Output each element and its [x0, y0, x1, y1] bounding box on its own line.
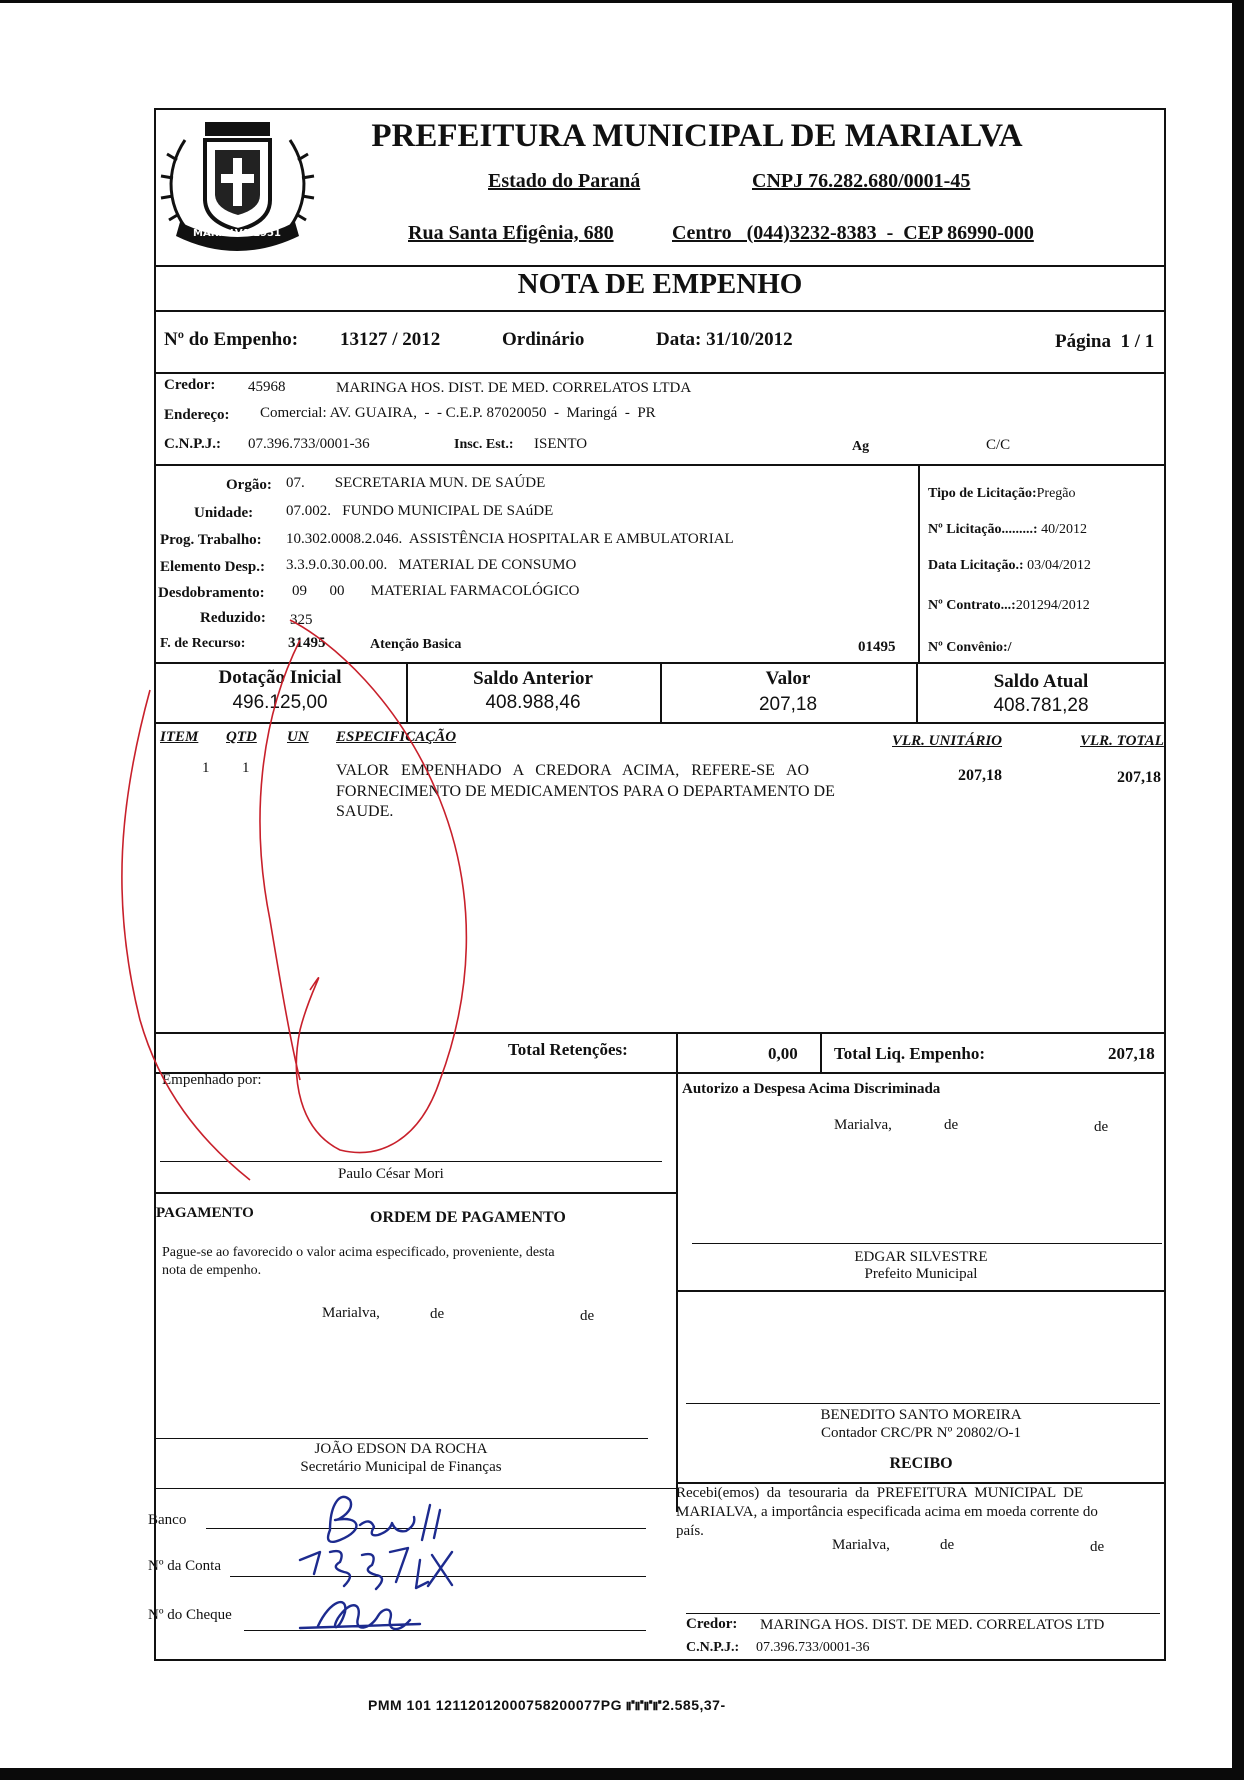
micr-line: PMM 101 12112012000758200077PG ⑈⑈⑈⑈2.585,37- [368, 1697, 726, 1713]
prefeito-role: Prefeito Municipal [864, 1266, 978, 1282]
reduzido-label: Reduzido: [200, 610, 266, 626]
page-title: PREFEITURA MUNICIPAL DE MARIALVA [371, 118, 1023, 154]
row-item: 1 [202, 760, 210, 776]
licitacao-contrato: Nº Contrato...:201294/2012 [928, 598, 1090, 613]
retencoes-value: 0,00 [768, 1044, 798, 1063]
unidade-value: 07.002. FUNDO MUNICIPAL DE SAúDE [286, 503, 554, 519]
secretario-name: JOÃO EDSON DA ROCHA [314, 1441, 488, 1457]
pagamento-text-1: Pague-se ao favorecido o valor acima especificado, proveniente, desta [162, 1245, 555, 1260]
recibo-text-2: MARIALVA, a importância especificada acima em moeda corrente do [676, 1504, 1098, 1520]
prog-value: 10.302.0008.2.046. ASSISTÊNCIA HOSPITALAR E AMBULATORIAL [286, 531, 734, 547]
autorizo-de2: de [1094, 1119, 1109, 1135]
banco-label: Banco [148, 1512, 187, 1528]
scan-edge-bottom [0, 1768, 1244, 1780]
licitacao-numero: Nº Licitação.........: 40/2012 [928, 522, 1087, 537]
empenho-type: Ordinário [502, 329, 585, 350]
autorizo-city: Marialva, [834, 1117, 892, 1133]
empenhado-label: Empenhado por: [162, 1072, 262, 1088]
recibo-city: Marialva, [832, 1537, 890, 1553]
orgao-value: 07. SECRETARIA MUN. DE SAÚDE [286, 475, 546, 491]
prog-label: Prog. Trabalho: [160, 532, 262, 548]
credor-code: 45968 [248, 379, 286, 395]
row-total-value: 207,18 [1117, 769, 1161, 786]
ordem-title: ORDEM DE PAGAMENTO [370, 1209, 566, 1226]
empenho-number: 13127 / 2012 [340, 329, 441, 350]
cheque-label: Nº do Cheque [148, 1607, 232, 1623]
saldo-anterior-label: Saldo Anterior [473, 668, 593, 689]
elemento-label: Elemento Desp.: [160, 559, 265, 575]
recibo-text-1: Recebi(emos) da tesouraria da PREFEITURA MUNICIPAL DE [676, 1485, 1084, 1501]
recibo-title: RECIBO [889, 1455, 953, 1472]
empenhado-name: Paulo César Mori [338, 1166, 444, 1182]
empenho-label: Nº do Empenho: [164, 329, 299, 350]
pagamento-de2: de [580, 1308, 595, 1324]
liquido-value: 207,18 [1108, 1044, 1155, 1063]
autorizo-title: Autorizo a Despesa Acima Discriminada [682, 1081, 941, 1097]
credor-label: Credor: [164, 377, 216, 393]
col-item: ITEM [160, 729, 199, 745]
conta-line [230, 1576, 646, 1577]
recurso-code: 31495 [288, 635, 326, 651]
recibo-de1: de [940, 1537, 955, 1553]
recurso-right: 01495 [858, 639, 896, 655]
cc-label: C/C [986, 437, 1011, 453]
dotacao-label: Dotação Inicial [218, 667, 342, 688]
valor-label: Valor [765, 668, 811, 689]
recibo-cnpj-label: C.N.P.J.: [686, 1640, 740, 1655]
pagamento-text-2: nota de empenho. [162, 1263, 262, 1278]
autorizo-de1: de [944, 1117, 959, 1133]
contador-name: BENEDITO SANTO MOREIRA [820, 1407, 1022, 1423]
row-unit-value: 207,18 [958, 767, 1002, 784]
page-number: Página 1 / 1 [1055, 331, 1155, 352]
liquido-label: Total Liq. Empenho: [834, 1044, 985, 1063]
recibo-credor-label: Credor: [686, 1616, 738, 1632]
ag-label: Ag [852, 439, 870, 454]
conta-label: Nº da Conta [148, 1558, 221, 1574]
pagamento-de1: de [430, 1306, 445, 1322]
col-un: UN [287, 729, 309, 745]
empenho-date: Data: 31/10/2012 [656, 329, 793, 350]
contador-role: Contador CRC/PR Nº 20802/O-1 [820, 1425, 1022, 1441]
licitacao-convenio: Nº Convênio:/ [928, 640, 1012, 655]
col-vlr-unitario: VLR. UNITÁRIO [892, 733, 1003, 749]
insc-value: ISENTO [534, 436, 588, 452]
recurso-label: F. de Recurso: [160, 636, 246, 651]
orgao-label: Orgão: [226, 477, 272, 493]
secretario-role: Secretário Municipal de Finanças [300, 1459, 502, 1475]
state-label: Estado do Paraná [488, 170, 641, 192]
address-rest: Centro (044)3232-8383 - CEP 86990-000 [672, 222, 1034, 244]
recibo-de2: de [1090, 1539, 1105, 1555]
credor-name: MARINGA HOS. DIST. DE MED. CORRELATOS LTDA [336, 380, 692, 396]
document-title: NOTA DE EMPENHO [517, 268, 803, 300]
desdobramento-value: 09 00 MATERIAL FARMACOLÓGICO [292, 583, 580, 599]
pagamento-city: Marialva, [322, 1305, 380, 1321]
dotacao-value: 496.125,00 [232, 692, 328, 713]
recibo-credor-name: MARINGA HOS. DIST. DE MED. CORRELATOS LTD [760, 1617, 1105, 1633]
saldo-anterior-value: 408.988,46 [485, 692, 581, 713]
licitacao-data: Data Licitação.: 03/04/2012 [928, 558, 1091, 573]
row-spec-line1: VALOR EMPENHADO A CREDORA ACIMA, REFERE-SE AO [336, 762, 810, 779]
cnpj-header: CNPJ 76.282.680/0001-45 [752, 170, 971, 192]
cheque-line [244, 1630, 646, 1631]
prefeito-name: EDGAR SILVESTRE [854, 1249, 988, 1265]
retencoes-label: Total Retenções: [508, 1040, 628, 1059]
col-especificacao: ESPECIFICAÇÃO [336, 729, 457, 745]
elemento-value: 3.3.9.0.30.00.00. MATERIAL DE CONSUMO [286, 557, 577, 573]
cnpj-value: 07.396.733/0001-36 [248, 436, 370, 452]
saldo-atual-value: 408.781,28 [993, 695, 1089, 716]
cnpj-label: C.N.P.J.: [164, 436, 221, 452]
scan-edge-top [0, 0, 1244, 3]
unidade-label: Unidade: [194, 505, 254, 521]
licitacao-tipo: Tipo de Licitação:Pregão [928, 486, 1076, 501]
reduzido-value: 325 [290, 612, 313, 628]
banco-line [206, 1528, 646, 1529]
insc-label: Insc. Est.: [454, 437, 514, 452]
recurso-name: Atenção Basica [370, 637, 462, 652]
address-street: Rua Santa Efigênia, 680 [408, 222, 614, 244]
recibo-text-3: país. [676, 1523, 704, 1539]
row-qtd: 1 [242, 760, 250, 776]
endereco-label: Endereço: [164, 407, 230, 423]
col-vlr-total: VLR. TOTAL [1080, 733, 1164, 749]
col-qtd: QTD [226, 729, 257, 745]
scan-edge-right [1232, 0, 1244, 1780]
recibo-cnpj-value: 07.396.733/0001-36 [756, 1640, 870, 1655]
svg-text:MARIALVA 1951: MARIALVA 1951 [193, 228, 281, 239]
valor-value: 207,18 [758, 694, 818, 715]
pagamento-title: PAGAMENTO [156, 1205, 254, 1221]
row-spec-line2: FORNECIMENTO DE MEDICAMENTOS PARA O DEPARTAMENTO DE [336, 783, 835, 800]
endereco-value: Comercial: AV. GUAIRA, - - C.E.P. 87020050 - Maringá - PR [260, 405, 656, 421]
desdobramento-label: Desdobramento: [158, 585, 265, 601]
row-spec-line3: SAUDE. [336, 803, 394, 820]
saldo-atual-label: Saldo Atual [993, 671, 1089, 692]
